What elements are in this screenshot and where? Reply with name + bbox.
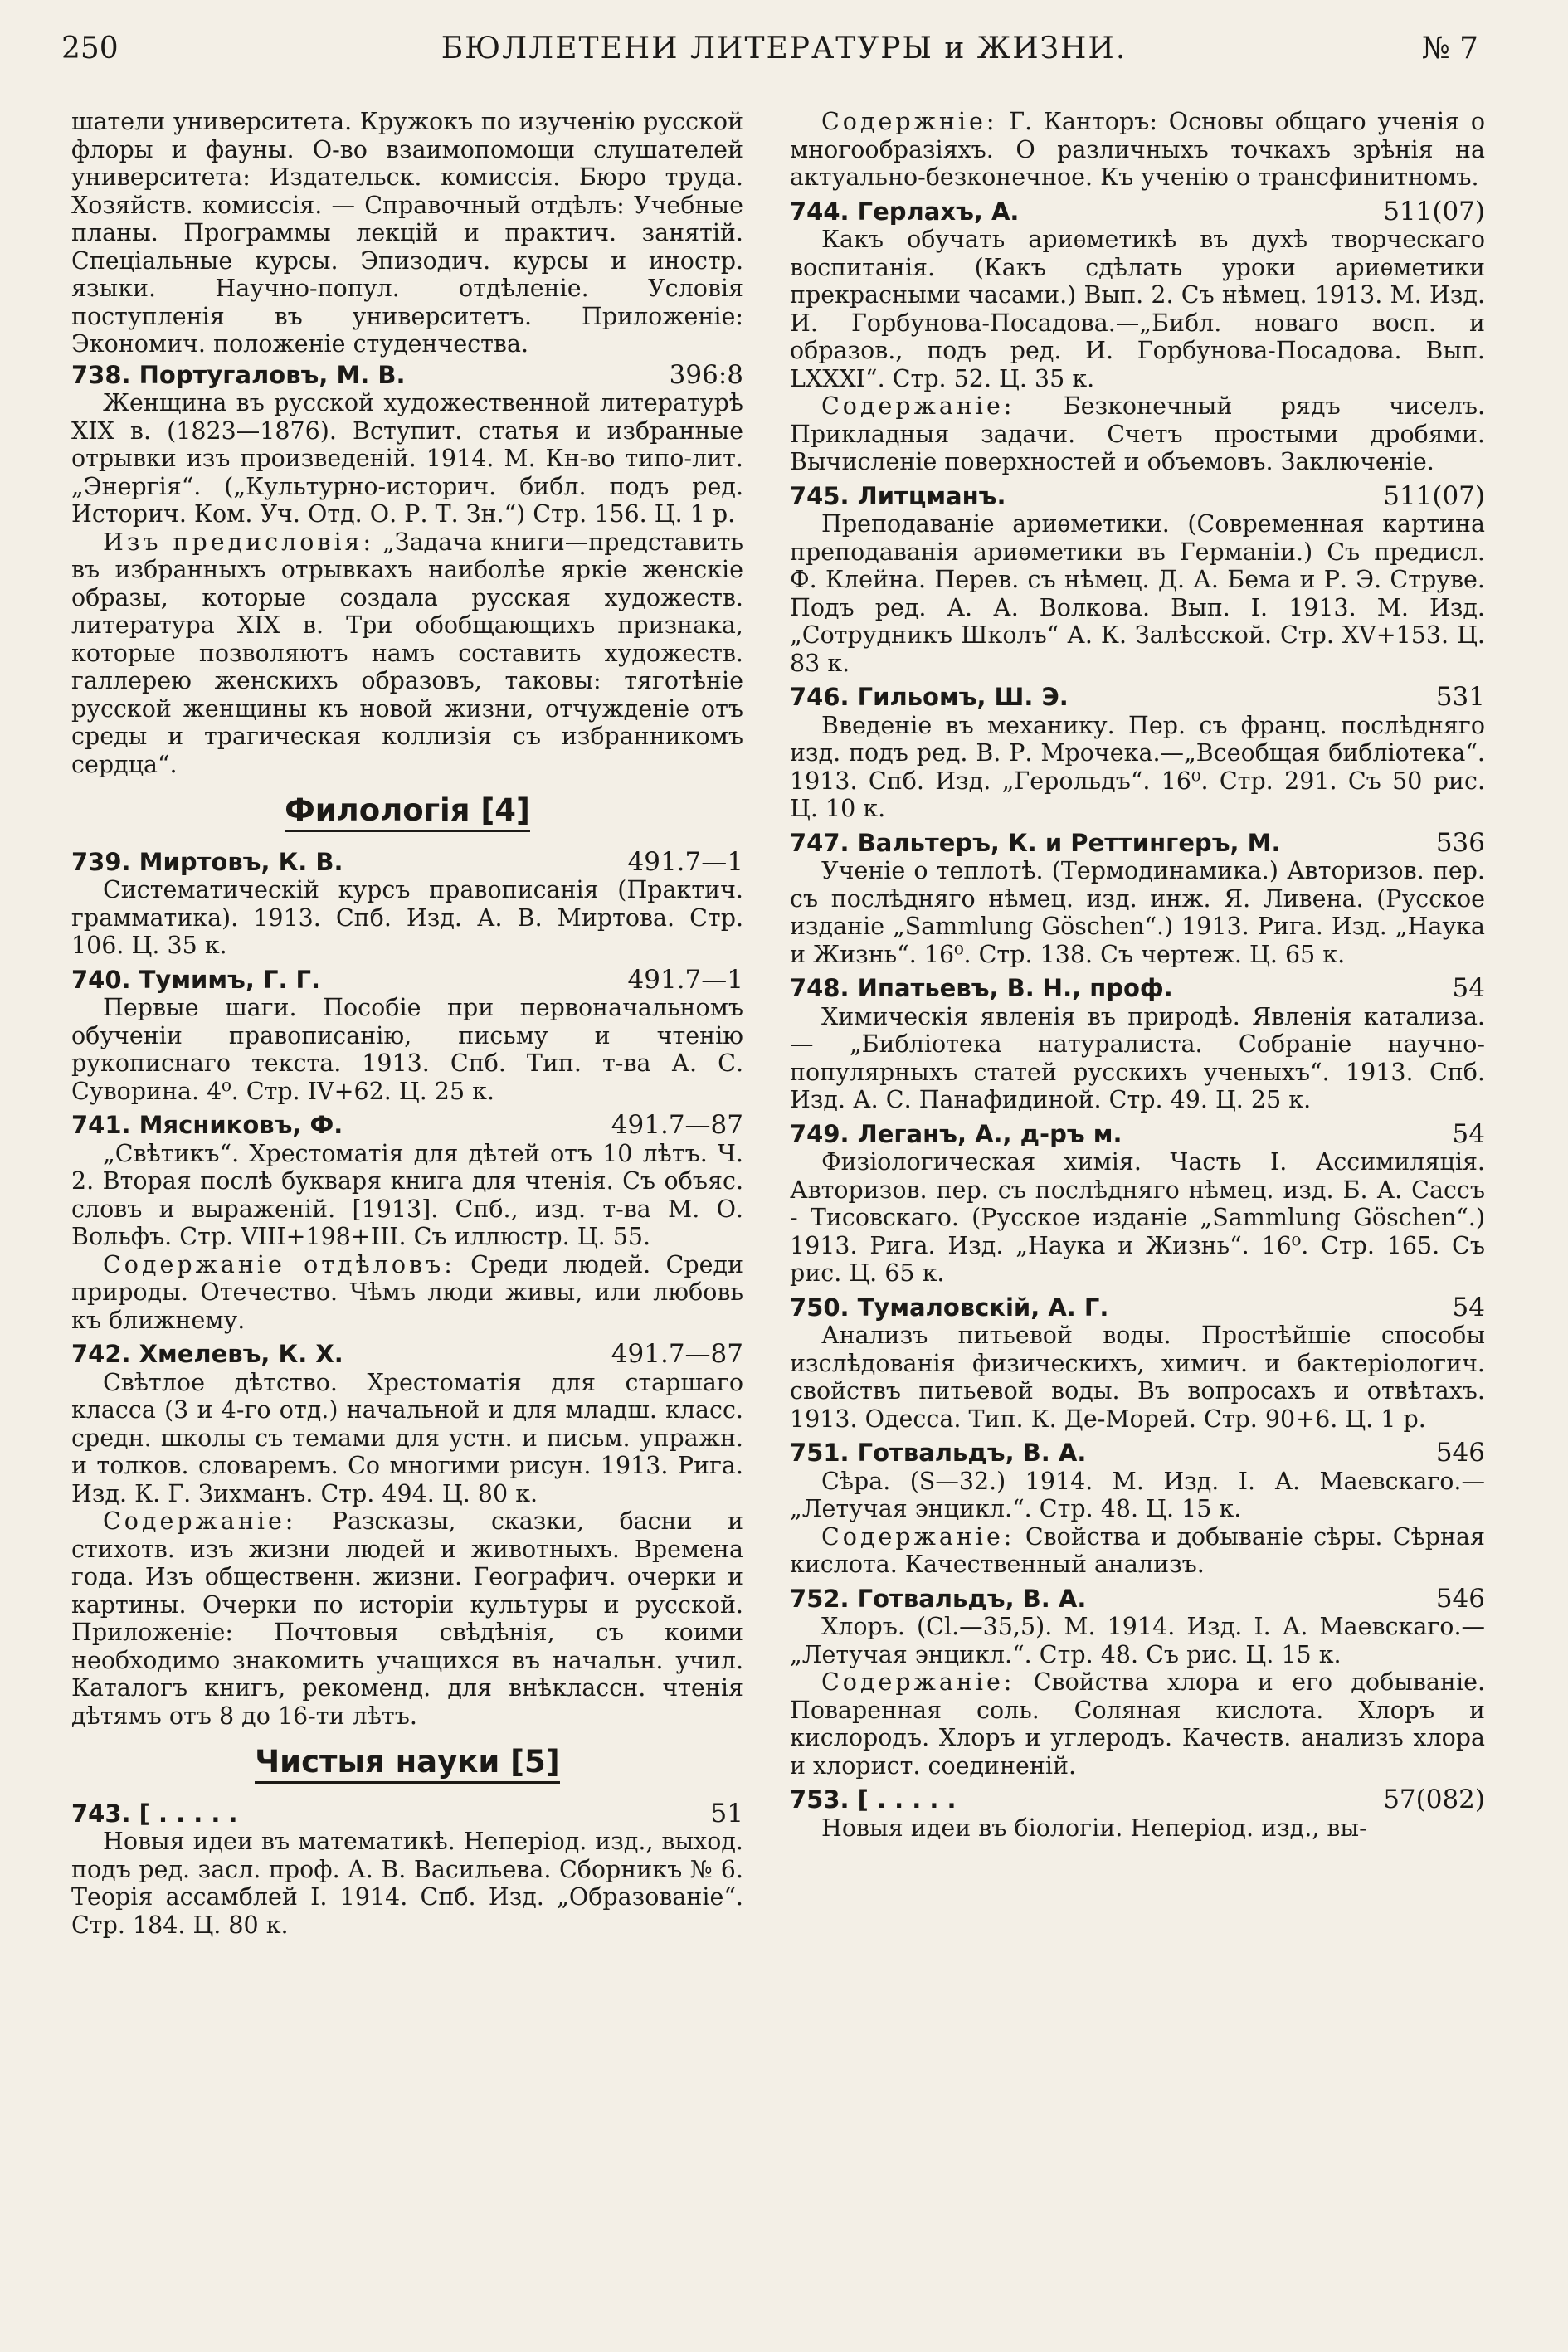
section-heading-philology: Филологія [4] bbox=[71, 796, 743, 827]
entry-description: Систематическій курсъ правописанія (Практич. грамматика). 1913. Спб. Изд. А. В. Миртова. Стр. 106. Ц. 35 к. bbox=[71, 876, 743, 959]
classification-code: 536 bbox=[1435, 827, 1485, 858]
classification-code: 491.7—1 bbox=[627, 846, 743, 877]
entry-author: 748. Ипатьевъ, В. Н., проф. bbox=[790, 974, 1173, 1002]
entry-description: Введеніе въ механику. Пер. съ франц. послѣдняго изд. подъ ред. В. Р. Мрочека.—„Всеобщая библіотека“. 1913. Спб. Изд. „Герольдъ“. 16⁰. Стр. 291. Съ 50 рис. Ц. 10 к. bbox=[790, 711, 1485, 822]
entry-description: Химическія явленія въ природѣ. Явленія катализа. — „Библіотека натуралиста. Собраніе научно-популярныхъ статей русскихъ ученыхъ“. 1913. Спб. Изд. А. С. Панафидиной. Стр. 49. Ц. 25 к. bbox=[790, 1002, 1485, 1113]
entry-description: Новыя идеи въ біологіи. Неперіод. изд., вы- bbox=[821, 1814, 1367, 1842]
entry-heading bbox=[71, 1800, 743, 1829]
entry-description: Первые шаги. Пособіе при первоначальномъ обученіи правописанію, письму и чтенію рукописнаго текста. 1913. Спб. Тип. т-ва А. С. Суворина. 4⁰. Стр. IV+62. Ц. 25 к. bbox=[71, 994, 743, 1105]
classification-code: 491.7—1 bbox=[627, 964, 743, 995]
entry-741 bbox=[71, 1112, 743, 1334]
entry-description: Сѣра. (S—32.) 1914. М. Изд. I. А. Маевскаго.—„Летучая энцикл.“. Стр. 48. Ц. 15 к. bbox=[790, 1467, 1485, 1522]
entry-748 bbox=[790, 975, 1485, 1114]
entry-heading bbox=[790, 198, 1485, 226]
entry-742 bbox=[71, 1341, 743, 1730]
classification-code: 54 bbox=[1452, 1292, 1485, 1322]
left-column bbox=[71, 108, 743, 1945]
entry-744 bbox=[790, 198, 1485, 476]
entry-heading bbox=[790, 1585, 1485, 1614]
entry-author: 743. [ . . . . . bbox=[71, 1799, 238, 1828]
entry-heading bbox=[790, 975, 1485, 1003]
entry-746 bbox=[790, 684, 1485, 823]
entry-749 bbox=[790, 1118, 1485, 1288]
entry-heading bbox=[790, 1294, 1485, 1322]
entry-description: Свѣтлое дѣтство. Хрестоматія для старшаго класса (3 и 4-го отд.) начальной и для младш. класс. средн. школы съ темами для устн. и письм. упражн. и толков. словаремъ. Со многими рисун. 1913. Рига. Изд. К. Г. Зихманъ. Стр. 494. Ц. 80 к. bbox=[71, 1368, 743, 1507]
classification-code: 511(07) bbox=[1383, 196, 1485, 226]
entry-description: Преподаваніе ариѳметики. (Современная картина преподаванія ариѳметики въ Германіи.) Съ предисл. Ф. Клейна. Перев. съ нѣмец. Д. А. Бема и Р. Э. Струве. Подъ ред. А. А. Волкова. Вып. I. 1913. М. Изд. „Сотрудникъ Школъ“ А. К. Залѣсской. Стр. XV+153. Ц. 83 к. bbox=[790, 510, 1485, 677]
page-number: 250 bbox=[61, 32, 119, 66]
annotation-text: Свойства хлора и его добываніе. Поваренная соль. Соляная кислота. Хлоръ и кислородъ. Хлоръ и углеродъ. Качеств. анализъ хлора и хлорист. соединеній. bbox=[790, 1668, 1486, 1780]
annotation-label: Содержаніе отдѣловъ: bbox=[103, 1250, 455, 1278]
classification-code: 54 bbox=[1452, 1118, 1485, 1149]
entry-description: Новыя идеи въ математикѣ. Неперіод. изд., выход. подъ ред. засл. проф. А. В. Васильева. Сборникъ № 6. Теорія ассамблей I. 1914. Спб. Изд. „Образованіе“. Стр. 184. Ц. 80 к. bbox=[71, 1828, 743, 1939]
running-header bbox=[0, 32, 1568, 81]
annotation-label: Содержаніе: bbox=[821, 1522, 1015, 1551]
entry-annotation bbox=[71, 1251, 743, 1335]
entry-annotation bbox=[71, 1507, 743, 1730]
entry-description: Анализъ питьевой воды. Простѣйшіе способы изслѣдованія физическихъ, химич. и бактеріологич. свойствъ питьевой воды. Въ вопросахъ и отвѣтахъ. 1913. Одесса. Тип. К. Де-Морей. Стр. 90+6. Ц. 1 р. bbox=[790, 1322, 1485, 1433]
annotation-text: „Задача книги—представить въ избранныхъ отрывкахъ наиболѣе яркіе женскіе образы, которые создала русская художеств. литература XIX в. Три обобщающихъ признака, которые позволяютъ намъ составить художеств. галлерею женскихъ образовъ, таковы: тяготѣніе русской женщины къ новой жизни, отчужденіе отъ среды и трагическая коллизія съ избранникомъ сердца“. bbox=[71, 528, 743, 778]
entry-author: 740. Тумимъ, Г. Г. bbox=[71, 965, 321, 994]
entry-heading bbox=[790, 1439, 1485, 1468]
entry-annotation bbox=[790, 392, 1485, 476]
classification-code: 546 bbox=[1435, 1438, 1485, 1468]
annotation-text: Безконечный рядъ чиселъ. Прикладныя задачи. Счетъ простыми дробями. Вычисленіе поверхностей и объемовъ. Заключеніе. bbox=[790, 392, 1486, 475]
section-heading-pure-sciences: Чистыя науки [5] bbox=[71, 1748, 743, 1779]
entry-author: 739. Миртовъ, К. В. bbox=[71, 847, 343, 876]
right-column bbox=[790, 108, 1485, 1848]
annotation-text: Среди людей. Среди природы. Отечество. Чѣмъ люди живы, или любовь къ ближнему. bbox=[71, 1250, 743, 1334]
annotation-label: Содержаніе: bbox=[103, 1507, 297, 1535]
entry-752 bbox=[790, 1585, 1485, 1780]
entry-author: 753. [ . . . . . bbox=[790, 1785, 957, 1814]
annotation-text: Г. Канторъ: Основы общаго ученія о многообразіяхъ. О различныхъ точкахъ зрѣнія на актуально-безконечное. Къ ученію о трансфинитномъ. bbox=[790, 108, 1485, 191]
entry-740 bbox=[71, 964, 743, 1106]
entry-annotation bbox=[790, 1668, 1485, 1780]
entry-heading bbox=[790, 480, 1485, 511]
annotation-label: Изъ предисловія: bbox=[103, 528, 375, 556]
classification-code: 511(07) bbox=[1383, 480, 1485, 511]
classification-code: 491.7—87 bbox=[611, 1110, 743, 1140]
annotation-text: Свойства и добываніе сѣры. Сѣрная кислота. Качественный анализъ. bbox=[790, 1522, 1486, 1578]
entry-heading bbox=[790, 827, 1485, 858]
entry-heading bbox=[71, 1112, 743, 1140]
entry-description: Ученіе о теплотѣ. (Термодинамика.) Авторизов. пер. съ послѣдняго нѣмец. изд. инж. Я. Ливена. (Русское изданіе „Sammlung Göschen“.) 1913. Рига. Изд. „Наука и Жизнь“. 16⁰. Стр. 138. Съ чертеж. Ц. 65 к. bbox=[790, 857, 1485, 968]
entry-author: 752. Готвальдъ, В. А. bbox=[790, 1584, 1087, 1613]
entry-747 bbox=[790, 827, 1485, 969]
annotation-text: Разсказы, сказки, басни и стихотв. изъ жизни людей и животныхъ. Времена года. Изъ общественн. жизни. Географич. очерки и картины. Очерки по исторіи культуры и русской. Приложеніе: Почтовыя свѣдѣнія, съ коими необходимо знакомить учащихся въ начальн. учил. Каталогъ книгъ, рекоменд. для внѣклассн. чтенія дѣтямъ отъ 8 до 16-ти лѣтъ. bbox=[71, 1507, 744, 1730]
entry-750 bbox=[790, 1294, 1485, 1434]
entry-heading bbox=[790, 1118, 1485, 1149]
entry-heading bbox=[790, 1786, 1485, 1814]
entry-739 bbox=[71, 846, 743, 960]
entry-751 bbox=[790, 1439, 1485, 1579]
entry-author: 747. Вальтеръ, К. и Реттингеръ, М. bbox=[790, 828, 1281, 857]
entry-author: 744. Герлахъ, А. bbox=[790, 197, 1020, 226]
entry-author: 738. Португаловъ, М. В. bbox=[71, 360, 406, 389]
entry-heading bbox=[71, 846, 743, 877]
classification-code: 396:8 bbox=[669, 359, 743, 390]
entry-description: Хлоръ. (Cl.—35,5). М. 1914. Изд. I. А. Маевскаго.—„Летучая энцикл.“. Стр. 48. Съ рис. Ц. 15 к. bbox=[790, 1613, 1485, 1668]
issue-number: № 7 bbox=[1421, 32, 1478, 66]
annotation-label: Содержаніе: bbox=[821, 1668, 1015, 1696]
annotation-label: Содержніе: bbox=[821, 108, 998, 135]
entry-description: Физіологическая химія. Часть I. Ассимиляція. Авторизов. пер. съ послѣдняго нѣмец. изд. Б. А. Сассъ - Тисовскаго. (Русское изданіе „Sammlung Göschen“.) 1913. Рига. Изд. „Наука и Жизнь“. 16⁰. Стр. 165. Съ рис. Ц. 65 к. bbox=[790, 1148, 1485, 1287]
classification-code: 51 bbox=[710, 1798, 743, 1829]
entry-738 bbox=[71, 359, 743, 779]
entry-description: „Свѣтикъ“. Хрестоматія для дѣтей отъ 10 лѣтъ. Ч. 2. Вторая послѣ букваря книга для чтенія. Съ объяс. словъ и выраженій. [1913]. Спб., изд. т-ва М. О. Вольфъ. Стр. VIII+198+III. Съ иллюстр. Ц. 55. bbox=[71, 1139, 743, 1250]
entry-annotation bbox=[71, 528, 743, 779]
entry-annotation bbox=[790, 1523, 1485, 1579]
entry-author: 746. Гильомъ, Ш. Э. bbox=[790, 683, 1069, 711]
entry-745 bbox=[790, 480, 1485, 678]
entry-author: 742. Хмелевъ, К. Х. bbox=[71, 1340, 343, 1368]
entry-heading bbox=[71, 359, 743, 390]
entry-heading bbox=[790, 684, 1485, 712]
entry-author: 751. Готвальдъ, В. А. bbox=[790, 1439, 1087, 1467]
entry-753 bbox=[790, 1786, 1485, 1842]
entry-743 bbox=[71, 1800, 743, 1940]
classification-code: 531 bbox=[1435, 682, 1485, 712]
entry-description: Какъ обучать ариѳметикѣ въ духѣ творческаго воспитанія. (Какъ сдѣлать уроки ариѳметики прекрасными часами.) Вып. 2. Съ нѣмец. 1913. М. Изд. И. Горбунова-Посадова.—„Библ. новаго восп. и образов., подъ ред. И. Горбунова-Посадова. Вып. LXXXI“. Стр. 52. Ц. 35 к. bbox=[790, 226, 1485, 392]
annotation-label: Содержаніе: bbox=[821, 392, 1015, 420]
entry-heading bbox=[71, 1341, 743, 1369]
entry-heading bbox=[71, 964, 743, 995]
entry-author: 750. Тумаловскій, А. Г. bbox=[790, 1293, 1109, 1322]
classification-code: 57(082) bbox=[1383, 1785, 1485, 1814]
journal-title: БЮЛЛЕТЕНИ ЛИТЕРАТУРЫ и ЖИЗНИ. bbox=[441, 32, 1127, 66]
classification-code: 54 bbox=[1452, 973, 1485, 1003]
entry-author: 741. Мясниковъ, Ф. bbox=[71, 1111, 343, 1139]
entry-author: 745. Литцманъ. bbox=[790, 481, 1006, 510]
entry-author: 749. Леганъ, А., д-ръ м. bbox=[790, 1119, 1122, 1148]
continued-annotation bbox=[790, 108, 1485, 192]
classification-code: 491.7—87 bbox=[611, 1339, 743, 1369]
continued-text: шатели университета. Кружокъ по изученію русской флоры и фауны. О-во взаимопомощи слушателей университета: Издательск. комиссія. Бюро труда. Хозяйств. комиссія. — Справочный отдѣлъ: Учебные планы. Программы лекцій и практич. занятій. Спеціальные курсы. Эпизодич. курсы и иностр. языки. Научно-попул. отдѣленіе. Условія поступленія въ университетъ. Приложеніе: Экономич. положеніе студенчества. bbox=[71, 108, 743, 358]
entry-description: Женщина въ русской художественной литературѣ XIX в. (1823—1876). Вступит. статья и избранные отрывки изъ произведеній. 1914. М. Кн-во типо-лит. „Энергія“. („Культурно-историч. библ. подъ ред. Историч. Ком. Уч. Отд. О. Р. Т. Зн.“) Стр. 156. Ц. 1 р. bbox=[71, 389, 743, 528]
classification-code: 546 bbox=[1435, 1583, 1485, 1614]
